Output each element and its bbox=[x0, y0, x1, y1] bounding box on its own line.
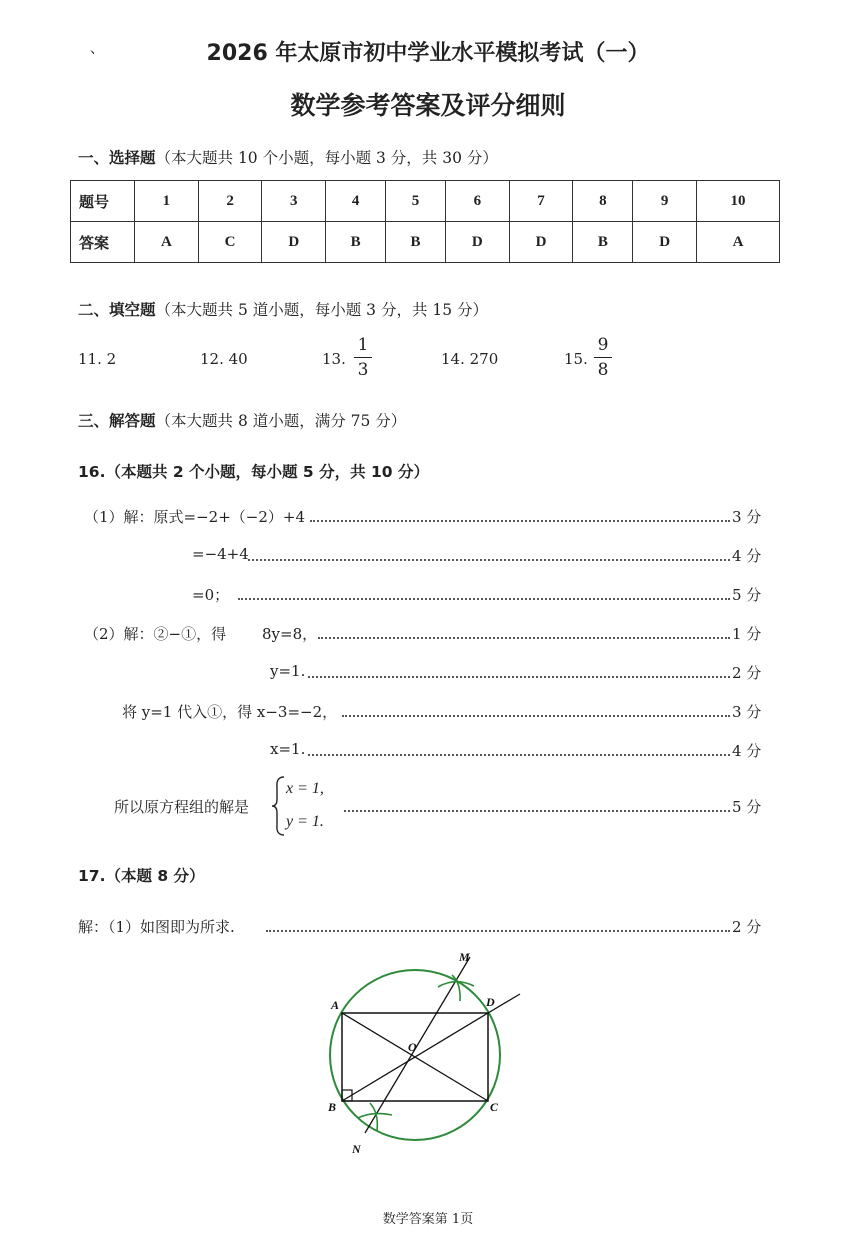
fill-answer-15-label: 15. bbox=[564, 350, 588, 368]
page-footer: 数学答案第 1页 bbox=[382, 1212, 474, 1227]
table-cell: 1 bbox=[135, 181, 199, 222]
score-label: 2 分 bbox=[732, 918, 762, 936]
q16-p2-line5: 所以原方程组的解是 bbox=[114, 798, 250, 816]
score-label: 1 分 bbox=[732, 625, 762, 643]
q16-p2-line4: x=1. bbox=[270, 740, 306, 758]
fraction-15-numerator: 9 bbox=[597, 335, 609, 355]
q16-p1-line3: =0； bbox=[192, 586, 230, 604]
table-cell: B bbox=[573, 222, 633, 263]
fill-answer-13-label: 13. bbox=[322, 350, 346, 368]
fraction-13 bbox=[354, 334, 372, 381]
table-cell: 3 bbox=[262, 181, 326, 222]
q16-p2-line1: （2）解：②−①，得 bbox=[84, 625, 227, 643]
score-label: 3 分 bbox=[732, 703, 762, 721]
section3-label: 三、解答题 bbox=[78, 412, 156, 430]
arc-mark-m bbox=[438, 982, 474, 987]
q17-line1: 解：（1）如图即为所求. bbox=[78, 918, 235, 936]
point-label-n: N bbox=[352, 1142, 361, 1156]
system-solution-x: x = 1, bbox=[286, 780, 324, 797]
table-cell: 7 bbox=[509, 181, 573, 222]
q16-p1-line1: （1）解：原式=−2+（−2）+4 bbox=[84, 508, 306, 526]
q16-heading-text: 16.（本题共 2 个小题，每小题 5 分，共 10 分） bbox=[78, 463, 429, 481]
brace-icon bbox=[270, 775, 286, 837]
dot-leader bbox=[266, 930, 730, 932]
q16-heading bbox=[78, 460, 429, 482]
answer-key-title: 数学参考答案及评分细则 bbox=[290, 91, 566, 120]
table-cell: B bbox=[386, 222, 446, 263]
table-cell: 5 bbox=[386, 181, 446, 222]
dot-leader bbox=[310, 520, 730, 522]
fraction-13-numerator: 1 bbox=[357, 335, 369, 355]
q17-heading-text: 17.（本题 8 分） bbox=[78, 867, 205, 885]
section3-heading bbox=[78, 409, 406, 431]
table-cell: 10 bbox=[697, 181, 780, 222]
dot-leader bbox=[342, 715, 730, 717]
q16-p2-line2: y=1. bbox=[270, 662, 306, 680]
line-mn bbox=[365, 957, 470, 1133]
table-cell: D bbox=[445, 222, 509, 263]
q17-heading bbox=[78, 864, 205, 886]
table-cell: D bbox=[262, 222, 326, 263]
table-cell: A bbox=[697, 222, 780, 263]
row-label-number: 题号 bbox=[71, 181, 135, 222]
fill-answer-14: 14. 270 bbox=[441, 350, 499, 368]
point-label-a: A bbox=[331, 998, 340, 1012]
point-label-o: O bbox=[408, 1040, 417, 1054]
fill-answer-11: 11. 2 bbox=[78, 350, 117, 368]
point-label-d: D bbox=[486, 995, 495, 1009]
section1-heading bbox=[78, 146, 498, 168]
q16-p1-line2: =−4+4 bbox=[192, 545, 249, 563]
table-cell: 6 bbox=[445, 181, 509, 222]
section2-label: 二、填空题 bbox=[78, 301, 156, 319]
dot-leader bbox=[308, 676, 730, 678]
choice-answer-table bbox=[70, 180, 780, 263]
table-cell: B bbox=[326, 222, 386, 263]
dot-leader bbox=[308, 754, 730, 756]
circumscribed-circle bbox=[330, 970, 500, 1140]
dot-leader bbox=[344, 810, 730, 812]
section3-note: （本大题共 8 道小题，满分 75 分） bbox=[155, 412, 407, 430]
dot-leader bbox=[238, 598, 730, 600]
point-label-b: B bbox=[328, 1100, 337, 1114]
section2-note: （本大题共 5 道小题，每小题 3 分，共 15 分） bbox=[155, 301, 489, 319]
table-cell: 4 bbox=[326, 181, 386, 222]
table-row-answers bbox=[71, 222, 780, 263]
table-cell: 9 bbox=[633, 181, 697, 222]
fill-answer-12: 12. 40 bbox=[200, 350, 248, 368]
system-solution-y: y = 1. bbox=[286, 813, 324, 830]
stray-mark: 、 bbox=[90, 41, 104, 57]
dot-leader bbox=[248, 559, 730, 561]
q16-p2-line3: 将 y=1 代入①，得 x−3=−2， bbox=[122, 703, 338, 721]
table-row-numbers bbox=[71, 181, 780, 222]
score-label: 4 分 bbox=[732, 742, 762, 760]
point-label-m: M bbox=[459, 950, 470, 964]
row-label-answer: 答案 bbox=[71, 222, 135, 263]
table-cell: D bbox=[633, 222, 697, 263]
point-label-c: C bbox=[490, 1100, 499, 1114]
section2-heading bbox=[78, 298, 488, 320]
q16-p2-line1-eq: 8y=8， bbox=[262, 625, 318, 643]
dot-leader bbox=[318, 637, 730, 639]
score-label: 5 分 bbox=[732, 798, 762, 816]
fraction-15-denominator: 8 bbox=[597, 360, 609, 380]
score-label: 2 分 bbox=[732, 664, 762, 682]
score-label: 4 分 bbox=[732, 547, 762, 565]
exam-title: 2026 年太原市初中学业水平模拟考试（一） bbox=[206, 41, 650, 66]
fraction-13-denominator: 3 bbox=[357, 360, 369, 380]
section1-label: 一、选择题 bbox=[78, 149, 156, 167]
table-cell: A bbox=[135, 222, 199, 263]
section1-note: （本大题共 10 个小题，每小题 3 分，共 30 分） bbox=[155, 149, 498, 167]
fraction-15 bbox=[594, 334, 612, 381]
score-label: 3 分 bbox=[732, 508, 762, 526]
score-label: 5 分 bbox=[732, 586, 762, 604]
table-cell: 8 bbox=[573, 181, 633, 222]
table-cell: 2 bbox=[198, 181, 262, 222]
geometry-figure bbox=[320, 945, 540, 1165]
table-cell: D bbox=[509, 222, 573, 263]
table-cell: C bbox=[198, 222, 262, 263]
